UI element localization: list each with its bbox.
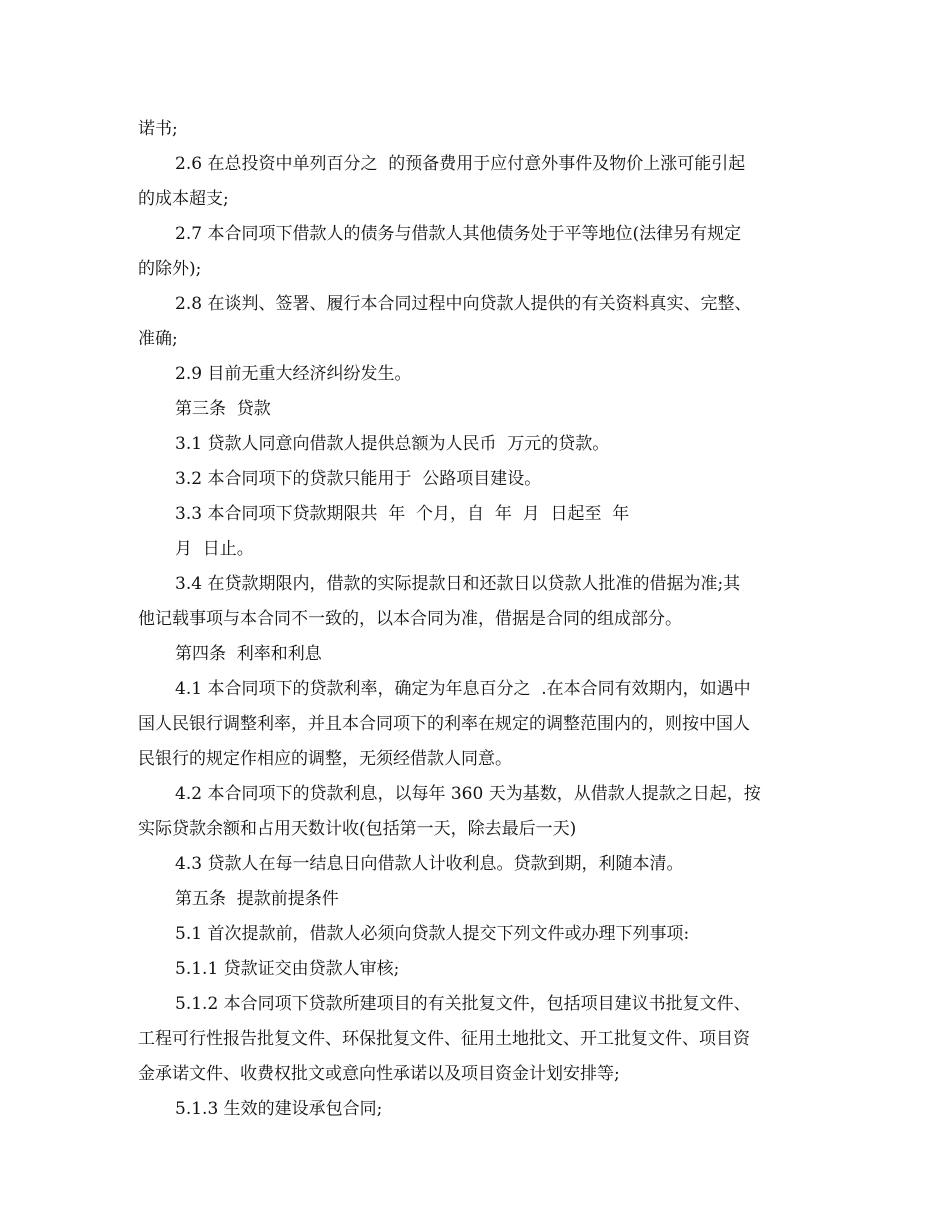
text-line: 2.7 本合同项下借款人的债务与借款人其他债务处于平等地位(法律另有规定 bbox=[175, 224, 742, 244]
section-heading: 第五条 提款前提条件 bbox=[175, 889, 339, 909]
text-line: 5.1.1 贷款证交由贷款人审核; bbox=[175, 959, 400, 979]
text-line: 金承诺文件、收费权批文或意向性承诺以及项目资金计划安排等; bbox=[138, 1064, 620, 1084]
text-line: 5.1.2 本合同项下贷款所建项目的有关批复文件，包括项目建议书批复文件、 bbox=[175, 994, 751, 1014]
text-line: 4.1 本合同项下的贷款利率，确定为年息百分之 .在本合同有效期内，如遇中 bbox=[175, 679, 751, 699]
text-line: 诺书; bbox=[138, 119, 178, 139]
text-line: 2.8 在谈判、签署、履行本合同过程中向贷款人提供的有关资料真实、完整、 bbox=[175, 294, 752, 314]
text-line: 他记载事项与本合同不一致的，以本合同为准，借据是合同的组成部分。 bbox=[138, 609, 682, 629]
text-line: 实际贷款余额和占用天数计收(包括第一天，除去最后一天) bbox=[138, 819, 577, 839]
text-line: 3.3 本合同项下贷款期限共 年 个月，自 年 月 日起至 年 bbox=[175, 504, 630, 524]
text-line: 4.2 本合同项下的贷款利息，以每年 360 天为基数，从借款人提款之日起，按 bbox=[175, 784, 761, 804]
text-line: 工程可行性报告批复文件、环保批复文件、征用土地批文、开工批复文件、项目资 bbox=[138, 1029, 750, 1049]
text-line: 4.3 贷款人在每一结息日向借款人计收利息。贷款到期，利随本清。 bbox=[175, 854, 684, 874]
section-heading: 第四条 利率和利息 bbox=[175, 644, 322, 664]
text-line: 5.1 首次提款前，借款人必须向贷款人提交下列文件或办理下列事项: bbox=[175, 924, 690, 944]
text-line: 3.4 在贷款期限内，借款的实际提款日和还款日以贷款人批准的借据为准;其 bbox=[175, 574, 741, 594]
text-line: 3.1 贷款人同意向借款人提供总额为人民币 万元的贷款。 bbox=[175, 434, 610, 454]
text-line: 5.1.3 生效的建设承包合同; bbox=[175, 1099, 383, 1119]
text-line: 国人民银行调整利率，并且本合同项下的利率在规定的调整范围内的，则按中国人 bbox=[138, 714, 750, 734]
text-line: 月 日止。 bbox=[175, 539, 254, 559]
text-line: 2.6 在总投资中单列百分之 的预备费用于应付意外事件及物价上涨可能引起 bbox=[175, 154, 746, 174]
text-line: 准确; bbox=[138, 329, 178, 349]
text-line: 的成本超支; bbox=[138, 189, 229, 209]
text-line: 民银行的规定作相应的调整，无须经借款人同意。 bbox=[138, 749, 512, 769]
text-line: 的除外); bbox=[138, 259, 202, 279]
section-heading: 第三条 贷款 bbox=[175, 399, 271, 419]
text-line: 3.2 本合同项下的贷款只能用于 公路项目建设。 bbox=[175, 469, 542, 489]
text-line: 2.9 目前无重大经济纠纷发生。 bbox=[175, 364, 412, 384]
